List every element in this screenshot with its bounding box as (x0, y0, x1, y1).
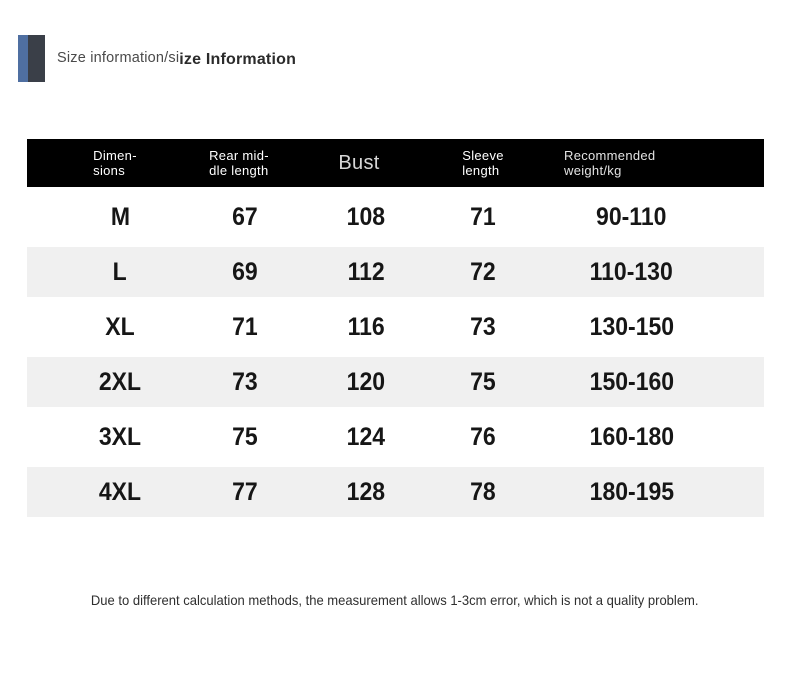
cell-recommended-weight: 180-195 (589, 477, 674, 506)
cell-size: M (110, 202, 130, 231)
column-header-sleeve-length: Sleeve length (462, 148, 504, 178)
title-accent-bars (18, 35, 45, 82)
cell-size: 3XL (98, 422, 142, 451)
table-row-l (27, 247, 764, 297)
section-title: ize Information (179, 51, 297, 68)
cell-recommended-weight: 110-130 (589, 257, 674, 286)
cell-bust: 124 (346, 422, 386, 451)
cell-rear-middle-length: 71 (232, 312, 258, 341)
cell-size: XL (105, 312, 135, 341)
column-header-dimensions: Dimen- sions (93, 148, 137, 178)
table-row-xl (27, 297, 764, 357)
cell-sleeve-length: 73 (470, 312, 496, 341)
accent-bar-dark (28, 35, 45, 82)
cell-size: 2XL (98, 367, 142, 396)
accent-bar-blue (18, 35, 28, 82)
measurement-note: Due to different calculation methods, the measurement allows 1-3cm error, which is not a quality problem. (91, 592, 699, 608)
table-header (27, 139, 764, 187)
size-table (27, 139, 764, 517)
column-header-recommended-weight: Recommended weight/kg (564, 148, 656, 178)
cell-bust: 112 (347, 257, 385, 286)
table-row-2xl (27, 357, 764, 407)
cell-rear-middle-length: 67 (232, 202, 258, 231)
cell-sleeve-length: 72 (470, 257, 496, 286)
cell-recommended-weight: 130-150 (589, 312, 674, 341)
cell-sleeve-length: 78 (470, 477, 496, 506)
cell-recommended-weight: 150-160 (589, 367, 674, 396)
section-title-underlay: Size information/si (57, 50, 180, 66)
cell-bust: 128 (346, 477, 386, 506)
cell-rear-middle-length: 73 (232, 367, 258, 396)
column-header-bust: Bust (338, 151, 380, 174)
cell-sleeve-length: 71 (470, 202, 496, 231)
cell-bust: 116 (347, 312, 385, 341)
cell-bust: 120 (346, 367, 386, 396)
section-title-row (57, 49, 296, 67)
table-row-4xl (27, 467, 764, 517)
cell-sleeve-length: 76 (470, 422, 496, 451)
cell-bust: 108 (346, 202, 386, 231)
cell-rear-middle-length: 77 (232, 477, 258, 506)
cell-sleeve-length: 75 (470, 367, 496, 396)
cell-rear-middle-length: 75 (232, 422, 258, 451)
table-row-m (27, 187, 764, 247)
table-row-3xl (27, 407, 764, 467)
cell-recommended-weight: 90-110 (596, 202, 667, 231)
cell-size: 4XL (98, 477, 142, 506)
cell-recommended-weight: 160-180 (589, 422, 674, 451)
cell-size: L (112, 257, 128, 286)
cell-rear-middle-length: 69 (232, 257, 258, 286)
column-header-rear-middle-length: Rear mid- dle length (209, 148, 269, 178)
